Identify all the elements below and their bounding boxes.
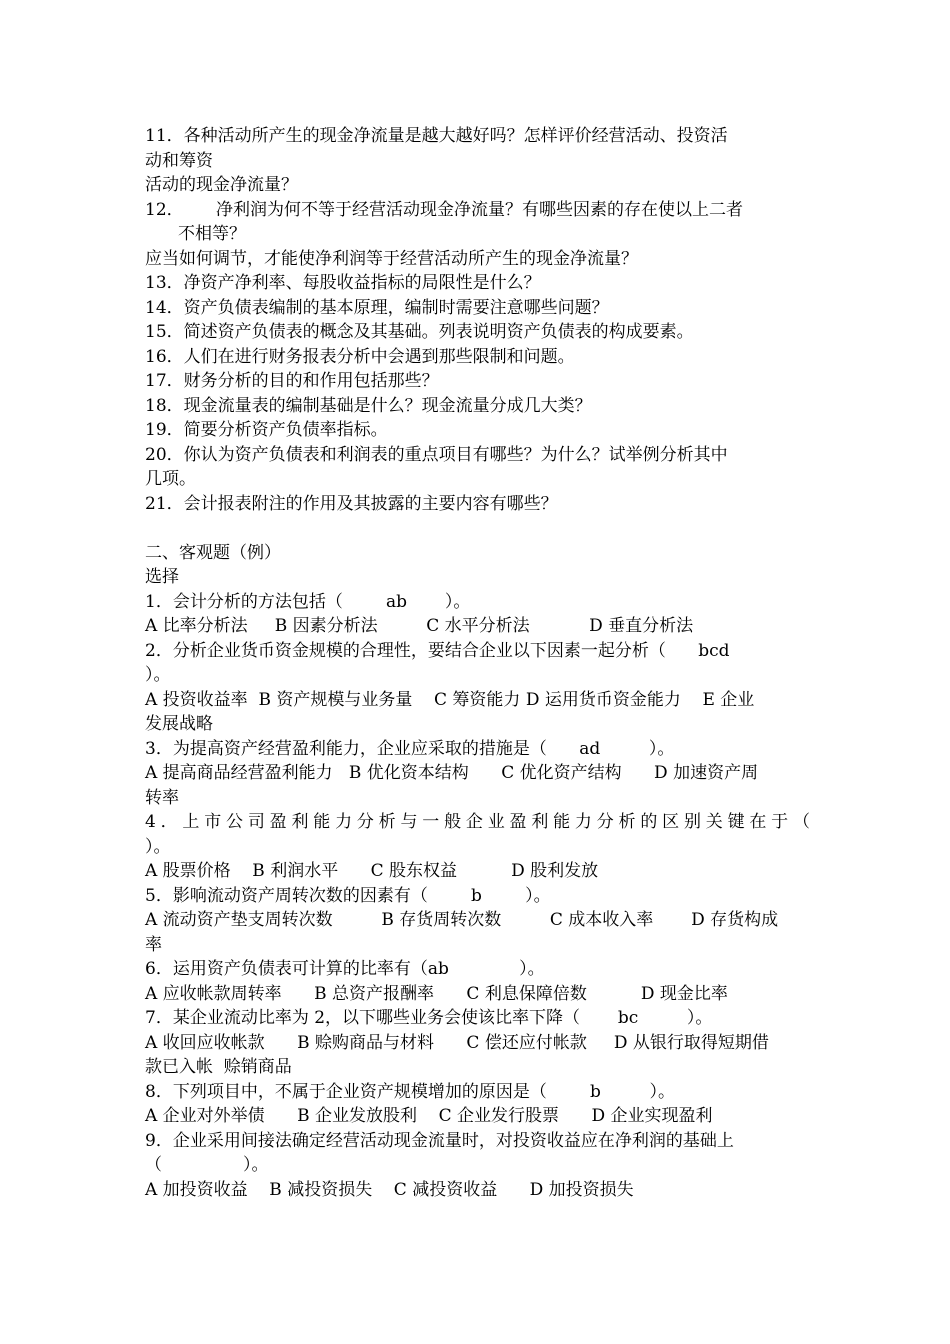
mcq-4-options: A 股票价格 B 利润水平 C 股东权益 D 股利发放 xyxy=(145,861,599,881)
question-11-line-3: 活动的现金净流量？ xyxy=(145,175,298,195)
question-13: 13．净资产净利率、每股收益指标的局限性是什么？ xyxy=(145,273,541,293)
mcq-6-options: A 应收帐款周转率 B 总资产报酬率 C 利息保障倍数 D 现金比率 xyxy=(145,983,728,1004)
mcq-3-question: 3．为提高资产经营盈利能力，企业应采取的措施是（ ad ）。 xyxy=(145,738,675,759)
question-12-line-1: 12． 净利润为何不等于经营活动现金净流量？有哪些因素的存在使以上二者 xyxy=(145,199,744,220)
mcq-9-question-cont: （ ）。 xyxy=(145,1155,269,1175)
mcq-4-question: 4．上市公司盈利能力分析与一般企业盈利能力分析的区别关键在于（ xyxy=(145,812,810,832)
mcq-7-question: 7．某企业流动比率为 2，以下哪些业务会使该比率下降（ bc ）。 xyxy=(145,1008,713,1028)
question-20-line-2: 几项。 xyxy=(145,469,196,489)
mcq-3-options: A 提高商品经营盈利能力 B 优化资本结构 C 优化资产结构 D 加速资产周 xyxy=(145,763,759,783)
document-page xyxy=(145,124,810,1202)
question-19: 19．简要分析资产负债率指标。 xyxy=(145,420,388,440)
mcq-9-question: 9．企业采用间接法确定经营活动现金流量时，对投资收益应在净利润的基础上 xyxy=(145,1130,734,1151)
question-15: 15．简述资产负债表的概念及其基础。列表说明资产负债表的构成要素。 xyxy=(145,322,694,342)
question-11-line-1: 11．各种活动所产生的现金净流量是越大越好吗？怎样评价经营活动、投资活 xyxy=(145,126,728,146)
mcq-5-options-cont: 率 xyxy=(145,934,162,955)
section-spacer xyxy=(145,516,810,541)
mcq-1-options: A 比率分析法 B 因素分析法 C 水平分析法 D 垂直分析法 xyxy=(145,616,694,636)
question-14: 14．资产负债表编制的基本原理，编制时需要注意哪些问题？ xyxy=(145,297,609,318)
question-21: 21．会计报表附注的作用及其披露的主要内容有哪些？ xyxy=(145,493,558,514)
mcq-6-question: 6．运用资产负债表可计算的比率有（ab ）。 xyxy=(145,959,545,979)
question-11-line-2: 动和筹资 xyxy=(145,150,213,171)
question-16: 16．人们在进行财务报表分析中会遇到那些限制和问题。 xyxy=(145,346,575,367)
mcq-2-options-cont: 发展战略 xyxy=(145,714,213,734)
section-2-subtitle: 选择 xyxy=(145,567,179,587)
mcq-5-question: 5．影响流动资产周转次数的因素有（ b ）。 xyxy=(145,885,551,906)
mcq-3-options-cont: 转率 xyxy=(145,787,179,808)
mcq-8-options: A 企业对外举债 B 企业发放股利 C 企业发行股票 D 企业实现盈利 xyxy=(145,1106,713,1126)
question-17: 17．财务分析的目的和作用包括那些？ xyxy=(145,371,439,391)
mcq-4-question-cont: ）。 xyxy=(145,836,171,857)
mcq-5-options: A 流动资产垫支周转次数 B 存货周转次数 C 成本收入率 D 存货构成 xyxy=(145,910,779,930)
mcq-2-options: A 投资收益率 B 资产规模与业务量 C 筹资能力 D 运用货币资金能力 E 企业 xyxy=(145,689,755,710)
mcq-2-question: 2．分析企业货币资金规模的合理性，要结合企业以下因素一起分析（ bcd xyxy=(145,640,730,661)
mcq-2-question-cont: ）。 xyxy=(145,665,171,685)
mcq-7-options: A 收回应收帐款 B 赊购商品与材料 C 偿还应付帐款 D 从银行取得短期借 xyxy=(145,1032,769,1053)
mcq-7-options-cont: 款已入帐 赊销商品 xyxy=(145,1057,292,1077)
mcq-1-question: 1．会计分析的方法包括（ ab ）。 xyxy=(145,591,471,612)
section-2-title: 二、客观题（例） xyxy=(145,542,281,563)
question-20-line-1: 20．你认为资产负债表和利润表的重点项目有哪些？为什么？试举例分析其中 xyxy=(145,444,728,465)
question-12-line-2: 不相等？ xyxy=(178,224,246,244)
question-18: 18．现金流量表的编制基础是什么？现金流量分成几大类？ xyxy=(145,395,592,416)
mcq-8-question: 8．下列项目中，不属于企业资产规模增加的原因是（ b ）。 xyxy=(145,1081,676,1102)
mcq-9-options: A 加投资收益 B 减投资损失 C 减投资收益 D 加投资损失 xyxy=(145,1179,634,1200)
question-12-line-3: 应当如何调节，才能使净利润等于经营活动所产生的现金净流量？ xyxy=(145,248,638,269)
